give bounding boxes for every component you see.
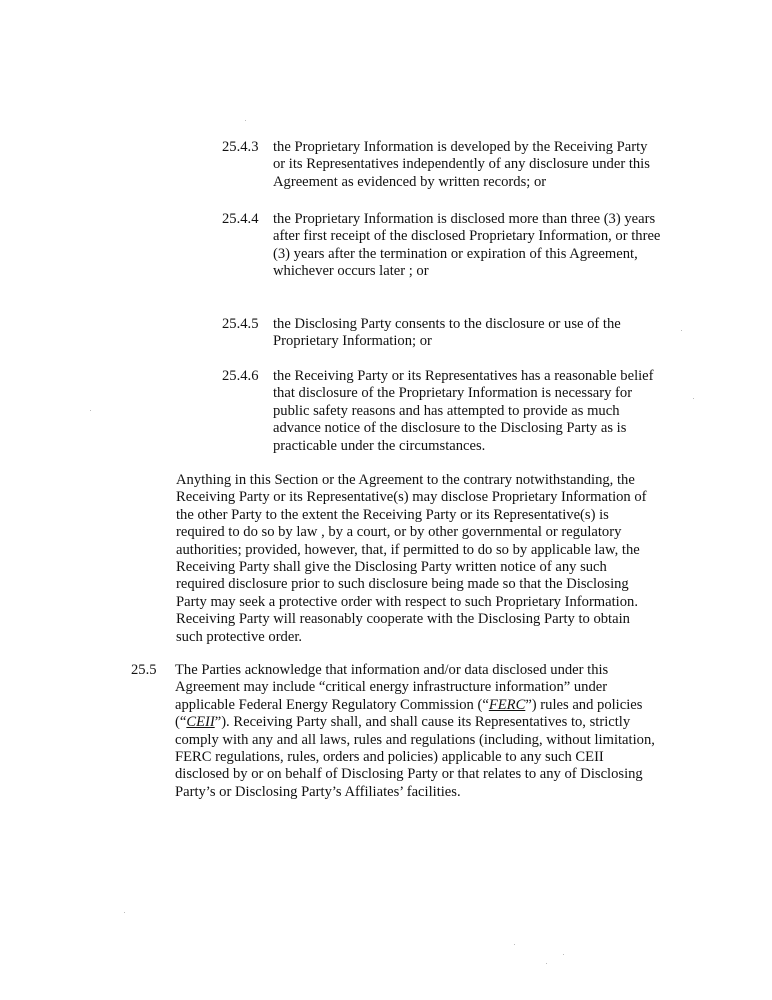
ferc-defined-term: FERC <box>488 696 526 713</box>
clause-number: 25.4.4 <box>222 211 259 227</box>
scan-speck <box>563 954 564 955</box>
text-line: such protective order. <box>176 628 303 645</box>
text-line: Receiving Party will reasonably cooperate with the Disclosing Party to obtain <box>176 611 630 628</box>
clause-text <box>175 662 675 801</box>
text-line: Anything in this Section or the Agreement to the contrary notwithstanding, the <box>176 472 635 488</box>
ceii-defined-term: CEII <box>186 714 215 731</box>
text-line: authorities; provided, however, that, if permitted to do so by applicable law, the <box>176 541 640 558</box>
scan-speck <box>514 944 515 945</box>
scan-speck <box>245 120 246 121</box>
text-line: the Receiving Party or its Representatives has a reasonable belief <box>273 368 654 384</box>
text-line: Agreement may include “critical energy infrastructure information” under <box>175 679 608 696</box>
scan-speck <box>124 912 125 913</box>
scan-speck <box>681 330 682 331</box>
text-line: the other Party to the extent the Receiving Party or its Representative(s) is <box>176 506 609 523</box>
text-line: public safety reasons and has attempted to provide as much <box>273 402 620 419</box>
clause-number: 25.4.6 <box>222 368 259 384</box>
text-line: required to do so by law , by a court, or by other governmental or regulatory <box>176 524 622 541</box>
text-line: Receiving Party or its Representative(s) may disclose Proprietary Information of <box>176 489 647 506</box>
text-line <box>175 714 675 731</box>
text-line: FERC regulations, rules, orders and policies) applicable to any such CEII <box>175 749 604 766</box>
text-line: disclosed by or on behalf of Disclosing Party or that relates to any of Disclosing <box>175 766 643 783</box>
text-line: or its Representatives independently of any disclosure under this <box>273 156 650 173</box>
text-line: required disclosure prior to such disclosure being made so that the Disclosing <box>176 576 629 593</box>
scan-speck <box>90 410 91 411</box>
text-line: The Parties acknowledge that information and/or data disclosed under this <box>175 662 609 678</box>
text-line: the Proprietary Information is developed by the Receiving Party <box>273 139 648 155</box>
text-line <box>175 697 675 714</box>
text-fragment: ”). Receiving Party shall, and shall cause its Representatives to, strictly <box>214 714 631 731</box>
text-line: the Proprietary Information is disclosed more than three (3) years <box>273 211 656 227</box>
clause-text <box>273 316 683 351</box>
text-line: Agreement as evidenced by written records; or <box>273 173 547 190</box>
scan-speck <box>693 398 694 399</box>
text-fragment: (“ <box>175 714 187 731</box>
clause-text <box>273 211 683 281</box>
text-line: that disclosure of the Proprietary Information is necessary for <box>273 385 633 402</box>
text-fragment: applicable Federal Energy Regulatory Commission (“ <box>175 696 489 713</box>
text-fragment: ”) rules and policies <box>525 696 643 713</box>
text-line: Party’s or Disclosing Party’s Affiliates’ facilities. <box>175 783 461 800</box>
clause-number: 25.5 <box>131 662 157 678</box>
disclosure-exception-paragraph <box>176 472 676 646</box>
text-line: comply with any and all laws, rules and regulations (including, without limitation, <box>175 731 655 748</box>
text-line: advance notice of the disclosure to the Disclosing Party as is <box>273 420 627 437</box>
clause-text <box>273 139 683 191</box>
text-line: the Disclosing Party consents to the disclosure or use of the <box>273 316 621 332</box>
clause-text <box>273 368 683 455</box>
text-line: practicable under the circumstances. <box>273 437 486 454</box>
text-line: after first receipt of the disclosed Proprietary Information, or three <box>273 228 661 245</box>
clause-number: 25.4.3 <box>222 139 259 155</box>
text-line: Receiving Party shall give the Disclosing Party written notice of any such <box>176 559 607 576</box>
text-line: Party may seek a protective order with respect to such Proprietary Information. <box>176 593 638 610</box>
text-line: Proprietary Information; or <box>273 333 432 350</box>
text-line: whichever occurs later ; or <box>273 263 429 280</box>
clause-number: 25.4.5 <box>222 316 259 332</box>
text-line: (3) years after the termination or expiration of this Agreement, <box>273 245 638 262</box>
scan-speck <box>546 963 547 964</box>
